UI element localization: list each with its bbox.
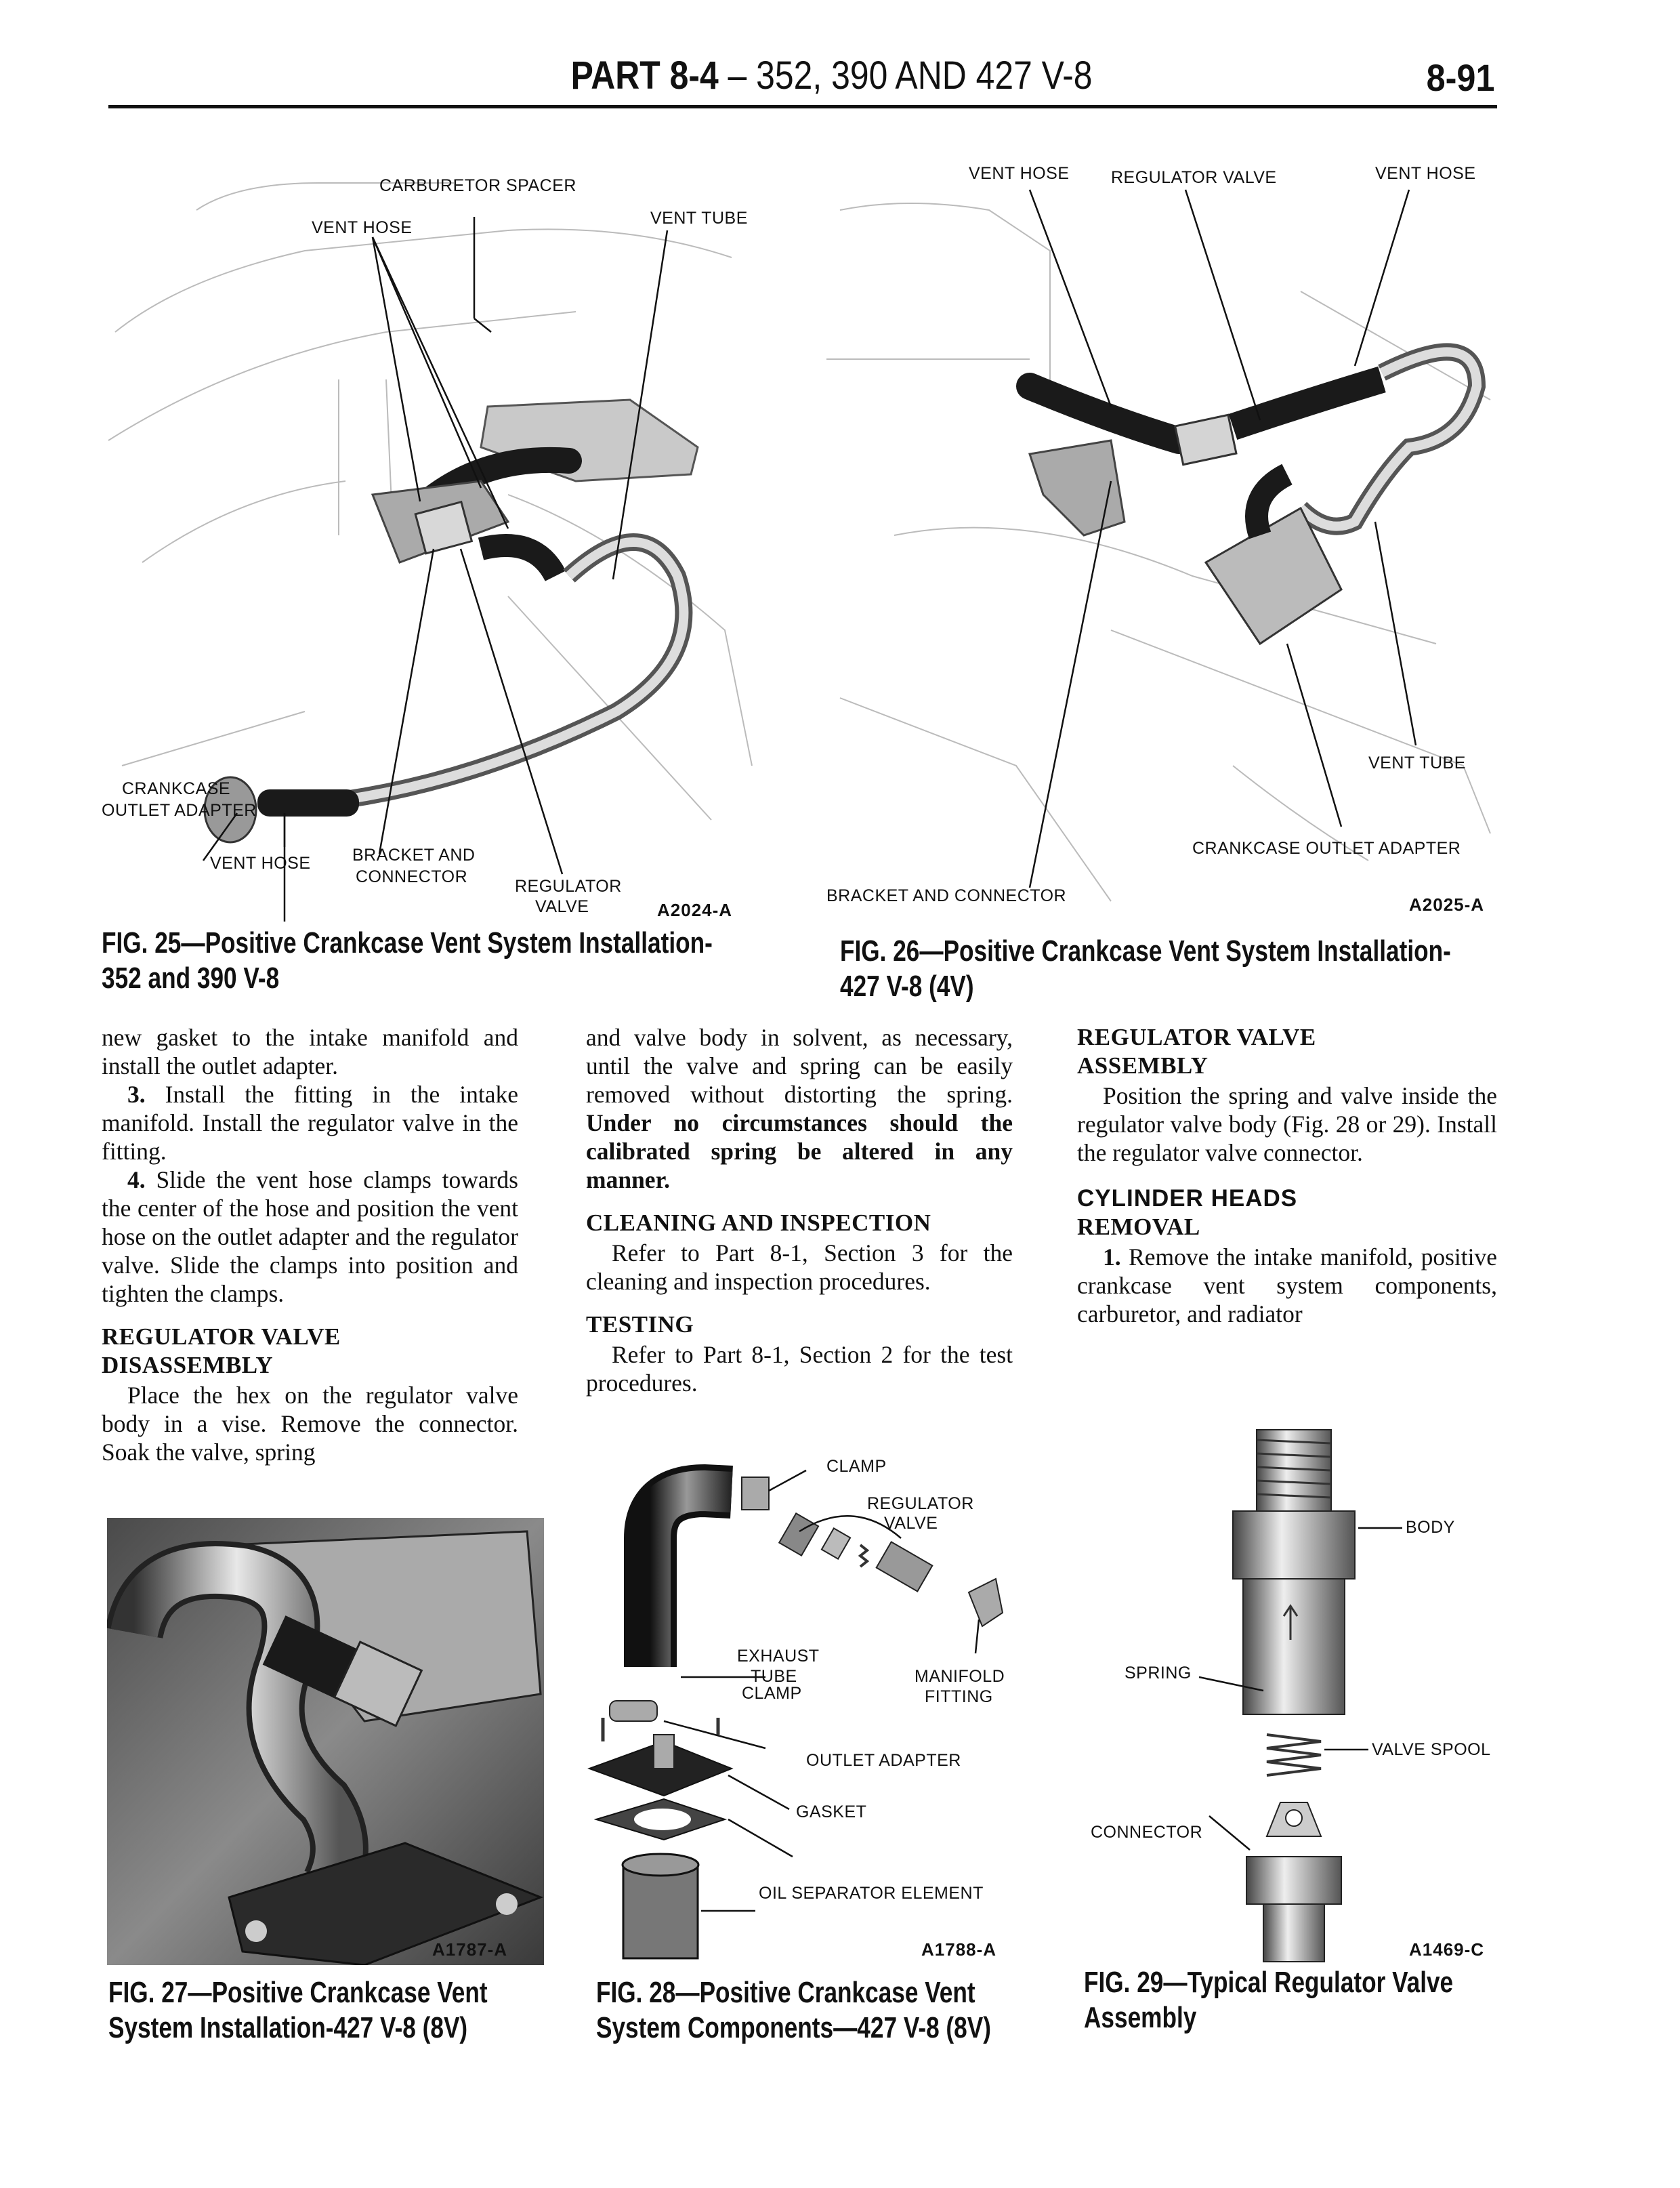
fig27-caption-line2: System Installation-427 V-8 (8V) [108, 2011, 468, 2044]
header-engines: – 352, 390 AND 427 V-8 [718, 54, 1093, 98]
heading-disassembly-line1: REGULATOR VALVE [102, 1323, 341, 1350]
fig25-code: A2024-A [657, 900, 733, 920]
fig25-label-carburetor-spacer: CARBURETOR SPACER [379, 176, 576, 195]
fig26-code: A2025-A [1409, 894, 1485, 915]
fig29-label-body: BODY [1406, 1518, 1455, 1537]
col1-paragraph-disassembly: Place the hex on the regulator valve body in a vise. Remove the connector. Soak the valve, spring [102, 1382, 518, 1466]
col1-step-4-number: 4. [127, 1166, 146, 1193]
col3-step-1 [1077, 1243, 1497, 1328]
fig25-label-valve: VALVE [535, 897, 589, 916]
fig29-label-valve-spool: VALVE SPOOL [1372, 1740, 1491, 1759]
text-column-3 [1077, 1023, 1497, 1328]
fig29-code: A1469-C [1409, 1939, 1485, 1960]
col2-paragraph-testing: Refer to Part 8-1, Section 2 for the test procedures. [586, 1341, 1013, 1397]
fig28-label-gasket: GASKET [796, 1802, 867, 1821]
text-column-2 [586, 1023, 1013, 1397]
fig28-label-fitting: FITTING [925, 1687, 993, 1706]
heading-disassembly-line2: DISASSEMBLY [102, 1352, 274, 1378]
col3-paragraph-assembly: Position the spring and valve inside the regulator valve body (Fig. 28 or 29). Install the regulator valve connector. [1077, 1082, 1497, 1166]
fig25-label-outlet-adapter: OUTLET ADAPTER [102, 801, 257, 820]
fig29-caption-line2: Assembly [1084, 2001, 1197, 2034]
col1-step-4-text: Slide the vent hose clamps towards the center of the hose and position the vent hose on the outlet adapter and the regulator valve. Slide the clamps into position and tighten the clamps. [102, 1166, 518, 1307]
fig26-illustration [826, 156, 1504, 922]
fig25-label-vent-tube: VENT TUBE [650, 209, 748, 228]
fig25-label-crankcase: CRANKCASE [122, 779, 231, 798]
fig28-label-oil-separator-element: OIL SEPARATOR ELEMENT [759, 1884, 984, 1903]
fig28-label-regulator: REGULATOR [867, 1494, 974, 1513]
col3-step-1-number: 1. [1103, 1243, 1121, 1271]
fig27-code: A1787-A [432, 1939, 508, 1960]
fig25-label-bracket-and: BRACKET AND [352, 846, 476, 865]
heading-regulator-valve-disassembly [102, 1323, 518, 1380]
col3-step-1-text: Remove the intake manifold, positive crankcase vent system components, carburetor, and radiator [1077, 1243, 1497, 1327]
fig25-label-vent-hose-bottom: VENT HOSE [210, 854, 311, 873]
fig25-label-vent-hose-top: VENT HOSE [312, 218, 413, 237]
heading-cleaning-and-inspection: CLEANING AND INSPECTION [586, 1210, 931, 1236]
figure-27 [107, 1518, 544, 1965]
fig28-label-clamp-top: CLAMP [826, 1457, 887, 1476]
fig25-caption-line2: 352 and 390 V-8 [102, 962, 280, 995]
header-rule [108, 105, 1497, 108]
fig29-caption-line1: FIG. 29—Typical Regulator Valve [1084, 1966, 1454, 1999]
page-header-title [571, 53, 1093, 98]
fig28-caption-line2: System Components—427 V-8 (8V) [596, 2011, 991, 2044]
figure-29 [1084, 1423, 1504, 1965]
figure-25 [102, 156, 772, 922]
fig28-label-clamp-bottom: CLAMP [742, 1684, 802, 1703]
fig26-label-crankcase-outlet-adapter: CRANKCASE OUTLET ADAPTER [1192, 839, 1461, 858]
fig26-label-vent-hose-right: VENT HOSE [1375, 164, 1476, 183]
col1-step-3-text: Install the fitting in the intake manifold. Install the regulator valve in the fitting. [102, 1081, 518, 1165]
col1-step-4 [102, 1165, 518, 1308]
col2-paragraph-1-warning: Under no circumstances should the calibrated spring be altered in any manner. [586, 1109, 1013, 1193]
fig28-code: A1788-A [921, 1939, 997, 1960]
heading-cylinder-heads: CYLINDER HEADS [1077, 1185, 1298, 1212]
page-number: 8-91 [1426, 56, 1495, 99]
fig26-label-regulator-valve: REGULATOR VALVE [1111, 168, 1277, 187]
fig26-label-bracket-and-connector: BRACKET AND CONNECTOR [826, 886, 1067, 905]
col2-paragraph-1-text: and valve body in solvent, as necessary, until the valve and spring can be easily removed without distorting the spring. [586, 1024, 1013, 1108]
col1-paragraph-1: new gasket to the intake manifold and install the outlet adapter. [102, 1024, 518, 1079]
fig28-label-outlet-adapter: OUTLET ADAPTER [806, 1751, 961, 1770]
fig28-label-valve: VALVE [884, 1514, 938, 1533]
fig25-label-regulator: REGULATOR [515, 877, 622, 896]
fig25-caption-line1: FIG. 25—Positive Crankcase Vent System Installation- [102, 926, 713, 959]
heading-removal: REMOVAL [1077, 1214, 1200, 1240]
col1-step-3-number: 3. [127, 1081, 146, 1108]
fig27-photo [107, 1518, 544, 1965]
fig26-caption-line2: 427 V-8 (4V) [840, 970, 974, 1003]
figure-28 [583, 1450, 1023, 1965]
heading-testing: TESTING [586, 1311, 694, 1338]
col1-step-3 [102, 1080, 518, 1165]
fig25-label-connector: CONNECTOR [356, 867, 468, 886]
fig28-label-exhaust: EXHAUST [737, 1647, 820, 1666]
col2-paragraph-1 [586, 1023, 1013, 1194]
fig26-label-vent-hose-left: VENT HOSE [969, 164, 1070, 183]
fig29-illustration [1084, 1423, 1504, 1965]
header-part: PART 8-4 [570, 54, 719, 98]
fig29-label-connector: CONNECTOR [1091, 1823, 1203, 1842]
fig28-label-manifold: MANIFOLD [915, 1667, 1005, 1686]
figure-26 [826, 156, 1504, 922]
fig26-caption-line1: FIG. 26—Positive Crankcase Vent System Installation- [840, 934, 1451, 968]
fig28-caption-line1: FIG. 28—Positive Crankcase Vent [596, 1976, 975, 2009]
fig29-label-spring: SPRING [1125, 1664, 1192, 1683]
fig26-label-vent-tube: VENT TUBE [1368, 754, 1466, 772]
fig28-label-tube: TUBE [751, 1667, 797, 1686]
heading-assembly-line1: REGULATOR VALVE [1077, 1024, 1316, 1050]
col2-paragraph-cleaning: Refer to Part 8-1, Section 3 for the cleaning and inspection procedures. [586, 1239, 1013, 1295]
fig27-caption-line1: FIG. 27—Positive Crankcase Vent [108, 1976, 488, 2009]
text-column-1 [102, 1023, 518, 1466]
heading-regulator-valve-assembly [1077, 1023, 1497, 1080]
heading-assembly-line2: ASSEMBLY [1077, 1052, 1209, 1079]
